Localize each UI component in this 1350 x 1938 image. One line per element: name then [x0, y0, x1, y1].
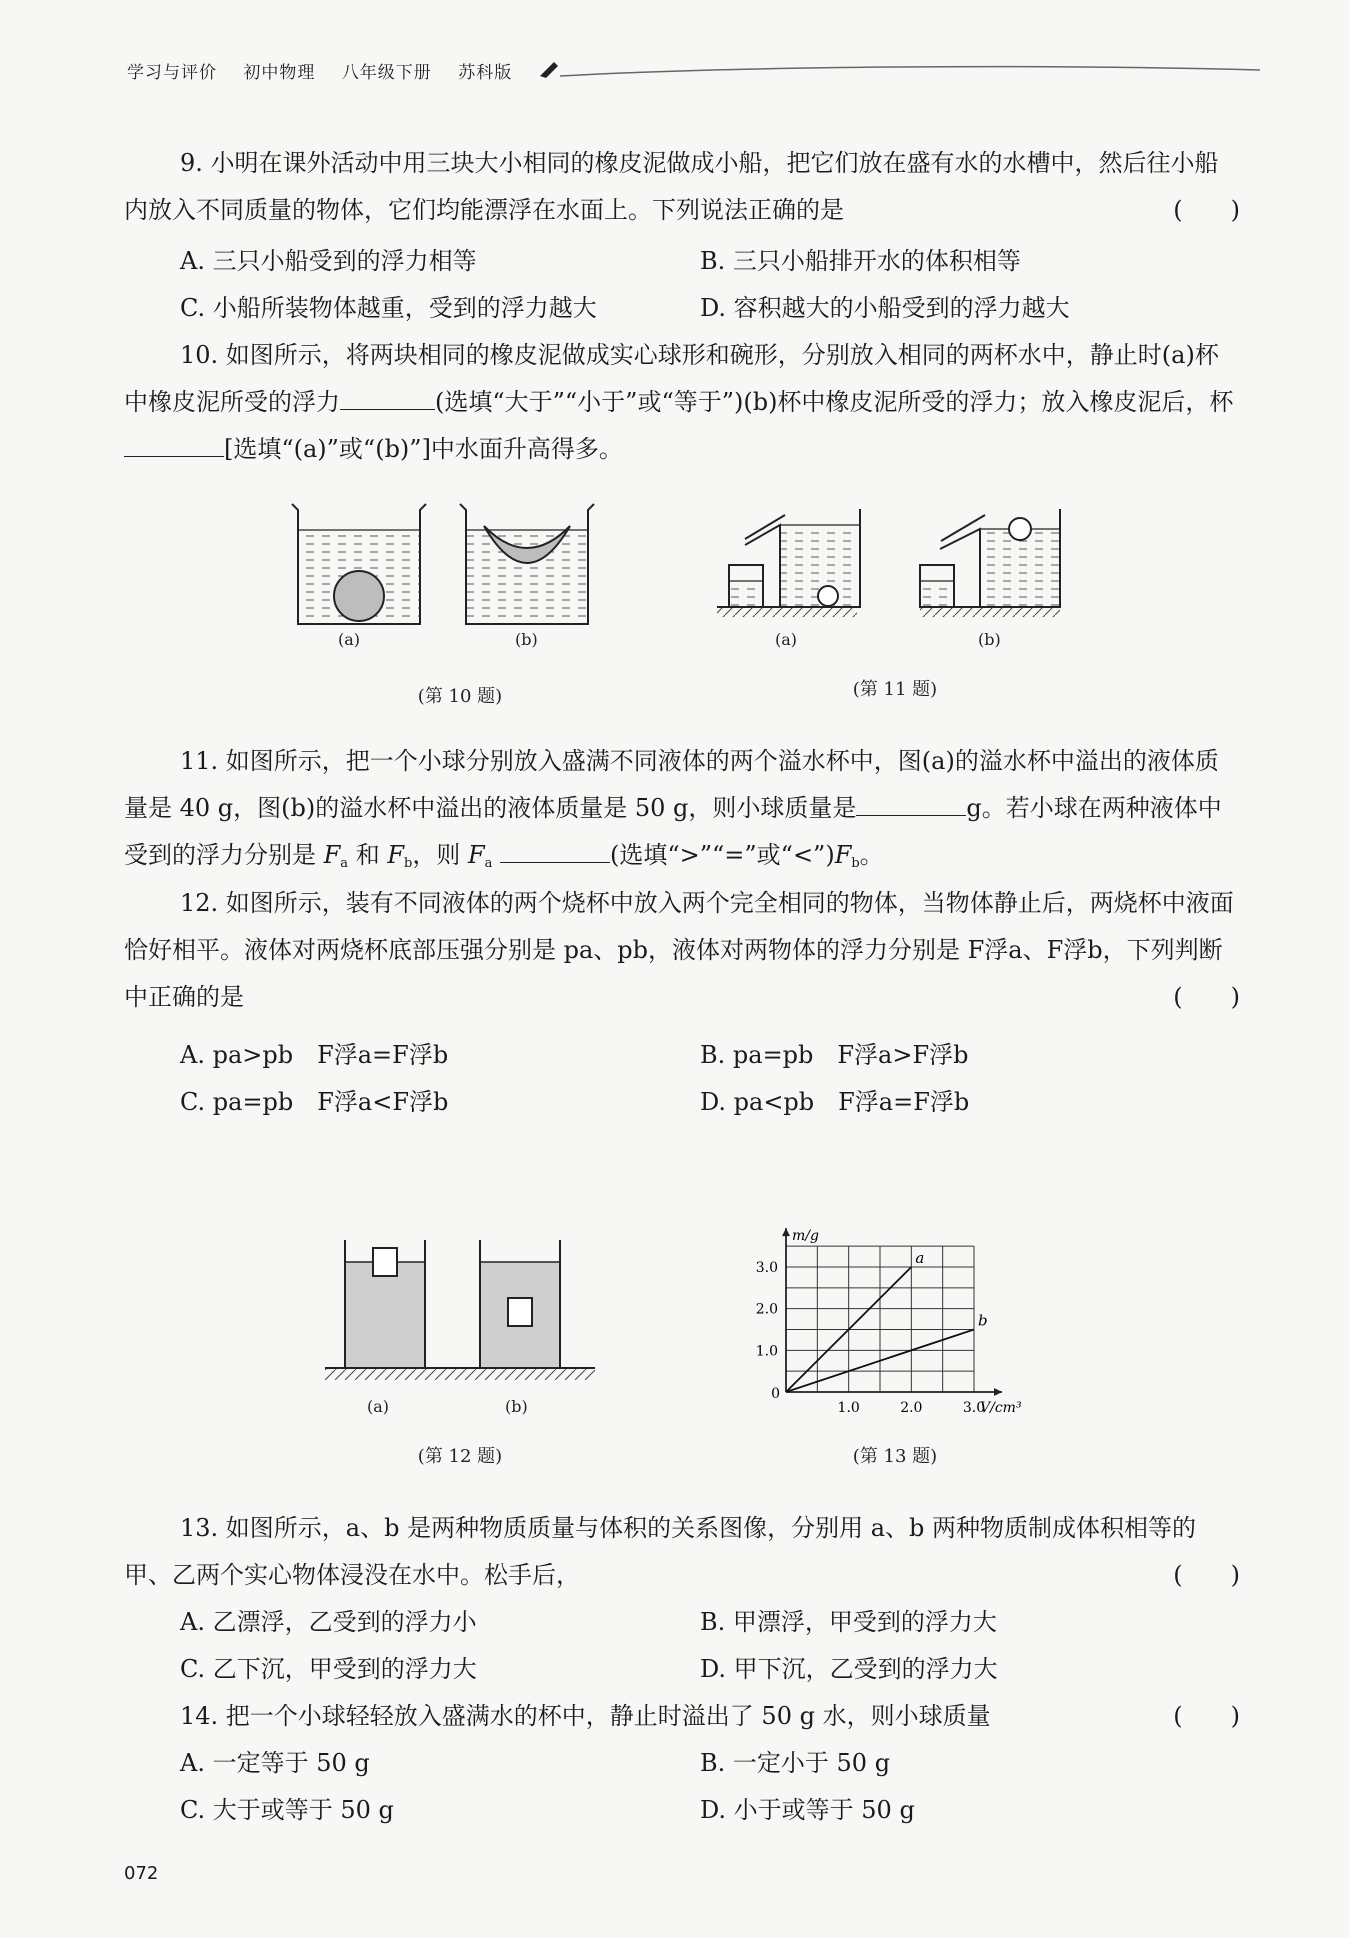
q10-text-1: 10. 如图所示，将两块相同的橡皮泥做成实心球形和碗形，分别放入相同的两杯水中，静止时(a)杯中橡皮泥所受的浮力 [124, 341, 1219, 416]
option-c: C. 乙下沉，甲受到的浮力大 [180, 1655, 477, 1683]
book-title: 学习与评价 [127, 63, 217, 83]
figure-12 [325, 1240, 595, 1380]
fig12-label-b: (b) [505, 1397, 528, 1416]
q11-text-4: (选填“>”“=”或“<”) [610, 841, 835, 869]
option-b: B. 三只小船排开水的体积相等 [700, 247, 1021, 275]
series-label-a: a [915, 1248, 925, 1267]
q12-options [180, 1032, 1240, 1126]
answer-paren: ( ) [1173, 1702, 1240, 1730]
y-axis-arrow [782, 1228, 790, 1236]
q13-options [180, 1599, 1240, 1693]
x-tick-label: 2.0 [900, 1400, 923, 1416]
answer-paren: ( ) [1173, 196, 1240, 224]
option-a: A. 一定等于 50 g [180, 1749, 370, 1777]
fig11-caption: (第 11 题) [852, 679, 938, 700]
fig13-caption: (第 13 题) [852, 1446, 938, 1467]
figure-10 [290, 500, 620, 640]
page-header [127, 58, 532, 83]
origin-label: 0 [771, 1386, 780, 1402]
fig12-caption: (第 12 题) [417, 1446, 503, 1467]
fig10-caption: (第 10 题) [417, 686, 503, 707]
fig12-label-a: (a) [367, 1397, 390, 1416]
y-tick-label: 3.0 [755, 1259, 778, 1276]
option-d: D. 甲下沉，乙受到的浮力大 [700, 1655, 998, 1683]
q10-text-2: (选填“大于”“小于”或“等于”)(b)杯中橡皮泥所受的浮力；放入橡皮泥后，杯 [435, 388, 1234, 416]
q11-text-3: ，则 [412, 841, 461, 869]
answer-blank[interactable] [856, 787, 966, 816]
option-c: C. pa=pb F浮a<F浮b [180, 1088, 449, 1116]
series-label-b: b [978, 1311, 988, 1330]
grade: 八年级下册 [341, 63, 432, 83]
fig10-label-a: (a) [338, 630, 361, 649]
answer-blank[interactable] [500, 834, 610, 863]
question-11: 11. 如图所示，把一个小球分别放入盛满不同液体的两个溢水杯中，图(a)的溢水杯中溢出的液体质量是 40 g，图(b)的溢水杯中溢出的液体质量是 50 g，则小球质量是 g。若小球在两种液体中受到的浮力分别是 $F_a$ 和 $F_b$，则 $F_a$ (选填“>”“=”或“$<”)F_b$。 [124, 747, 1222, 871]
option-b: B. 一定小于 50 g [700, 1749, 891, 1777]
x-axis-label: V/cm³ [980, 1400, 1022, 1416]
fig11-label-a: (a) [775, 630, 798, 649]
option-b: B. pa=pb F浮a>F浮b [700, 1041, 969, 1069]
option-d: D. pa<pb F浮a=F浮b [700, 1088, 970, 1116]
q11-text-5: 。 [859, 841, 884, 869]
option-b: B. 甲漂浮，甲受到的浮力大 [700, 1608, 997, 1636]
header-pen-line [540, 52, 1260, 92]
fig10-label-b: (b) [515, 630, 538, 649]
question-13 [124, 1505, 1240, 1599]
x-tick-label: 3.0 [962, 1400, 986, 1416]
option-a: A. 三只小船受到的浮力相等 [180, 247, 477, 275]
y-axis-label: m/g [792, 1228, 819, 1245]
q12-text: 12. 如图所示，装有不同液体的两个烧杯中放入两个完全相同的物体，当物体静止后，两烧杯中液面恰好相平。液体对两烧杯底部压强分别是 pa、pb，液体对两物体的浮力分别是 F浮a、F浮b，下列判断中正确的是 [124, 889, 1234, 1011]
answer-blank[interactable] [124, 428, 224, 457]
q9-options [180, 238, 1240, 332]
q11-text-2: g。若小球在两种液体中受到的浮力分别是 [124, 794, 1222, 869]
option-c: C. 大于或等于 50 g [180, 1796, 394, 1824]
y-tick-label: 2.0 [755, 1301, 778, 1318]
figure-13-chart [740, 1160, 1040, 1420]
page-number: 072 [124, 1863, 159, 1884]
answer-blank[interactable] [340, 381, 435, 410]
option-a: A. 乙漂浮，乙受到的浮力小 [180, 1608, 477, 1636]
answer-paren: ( ) [1173, 983, 1240, 1011]
q9-text: 9. 小明在课外活动中用三块大小相同的橡皮泥做成小船，把它们放在盛有水的水槽中，然后往小船内放入不同质量的物体，它们均能漂浮在水面上。下列说法正确的是 [124, 149, 1219, 224]
subject: 初中物理 [243, 63, 316, 83]
option-c: C. 小船所装物体越重，受到的浮力越大 [180, 294, 597, 322]
q10-text-3: [选填“(a)”或“(b)”]中水面升高得多。 [224, 435, 623, 463]
question-10 [124, 332, 1240, 473]
figure-11 [715, 505, 1075, 625]
question-9 [124, 140, 1240, 234]
question-14 [124, 1693, 1240, 1740]
y-tick-label: 1.0 [755, 1343, 778, 1360]
fig11-label-b: (b) [978, 630, 1001, 649]
q14-options [180, 1740, 1240, 1834]
option-a: A. pa>pb F浮a=F浮b [180, 1041, 449, 1069]
q13-text: 13. 如图所示，a、b 是两种物质质量与体积的关系图像，分别用 a、b 两种物质制成体积相等的甲、乙两个实心物体浸没在水中。松手后， [124, 1514, 1197, 1589]
x-axis-arrow [994, 1388, 1002, 1396]
option-d: D. 容积越大的小船受到的浮力越大 [700, 294, 1070, 322]
question-12 [124, 880, 1240, 1021]
clay-sphere [334, 571, 384, 621]
q14-text: 14. 把一个小球轻轻放入盛满水的杯中，静止时溢出了 50 g 水，则小球质量 [180, 1702, 991, 1730]
edition: 苏科版 [458, 63, 513, 83]
x-tick-label: 1.0 [837, 1400, 860, 1416]
option-d: D. 小于或等于 50 g [700, 1796, 915, 1824]
answer-paren: ( ) [1173, 1561, 1240, 1589]
q11-text-1: 11. 如图所示，把一个小球分别放入盛满不同液体的两个溢水杯中，图(a)的溢水杯中溢出的液体质量是 40 g，图(b)的溢水杯中溢出的液体质量是 50 g，则小球质量是 [124, 747, 1219, 822]
